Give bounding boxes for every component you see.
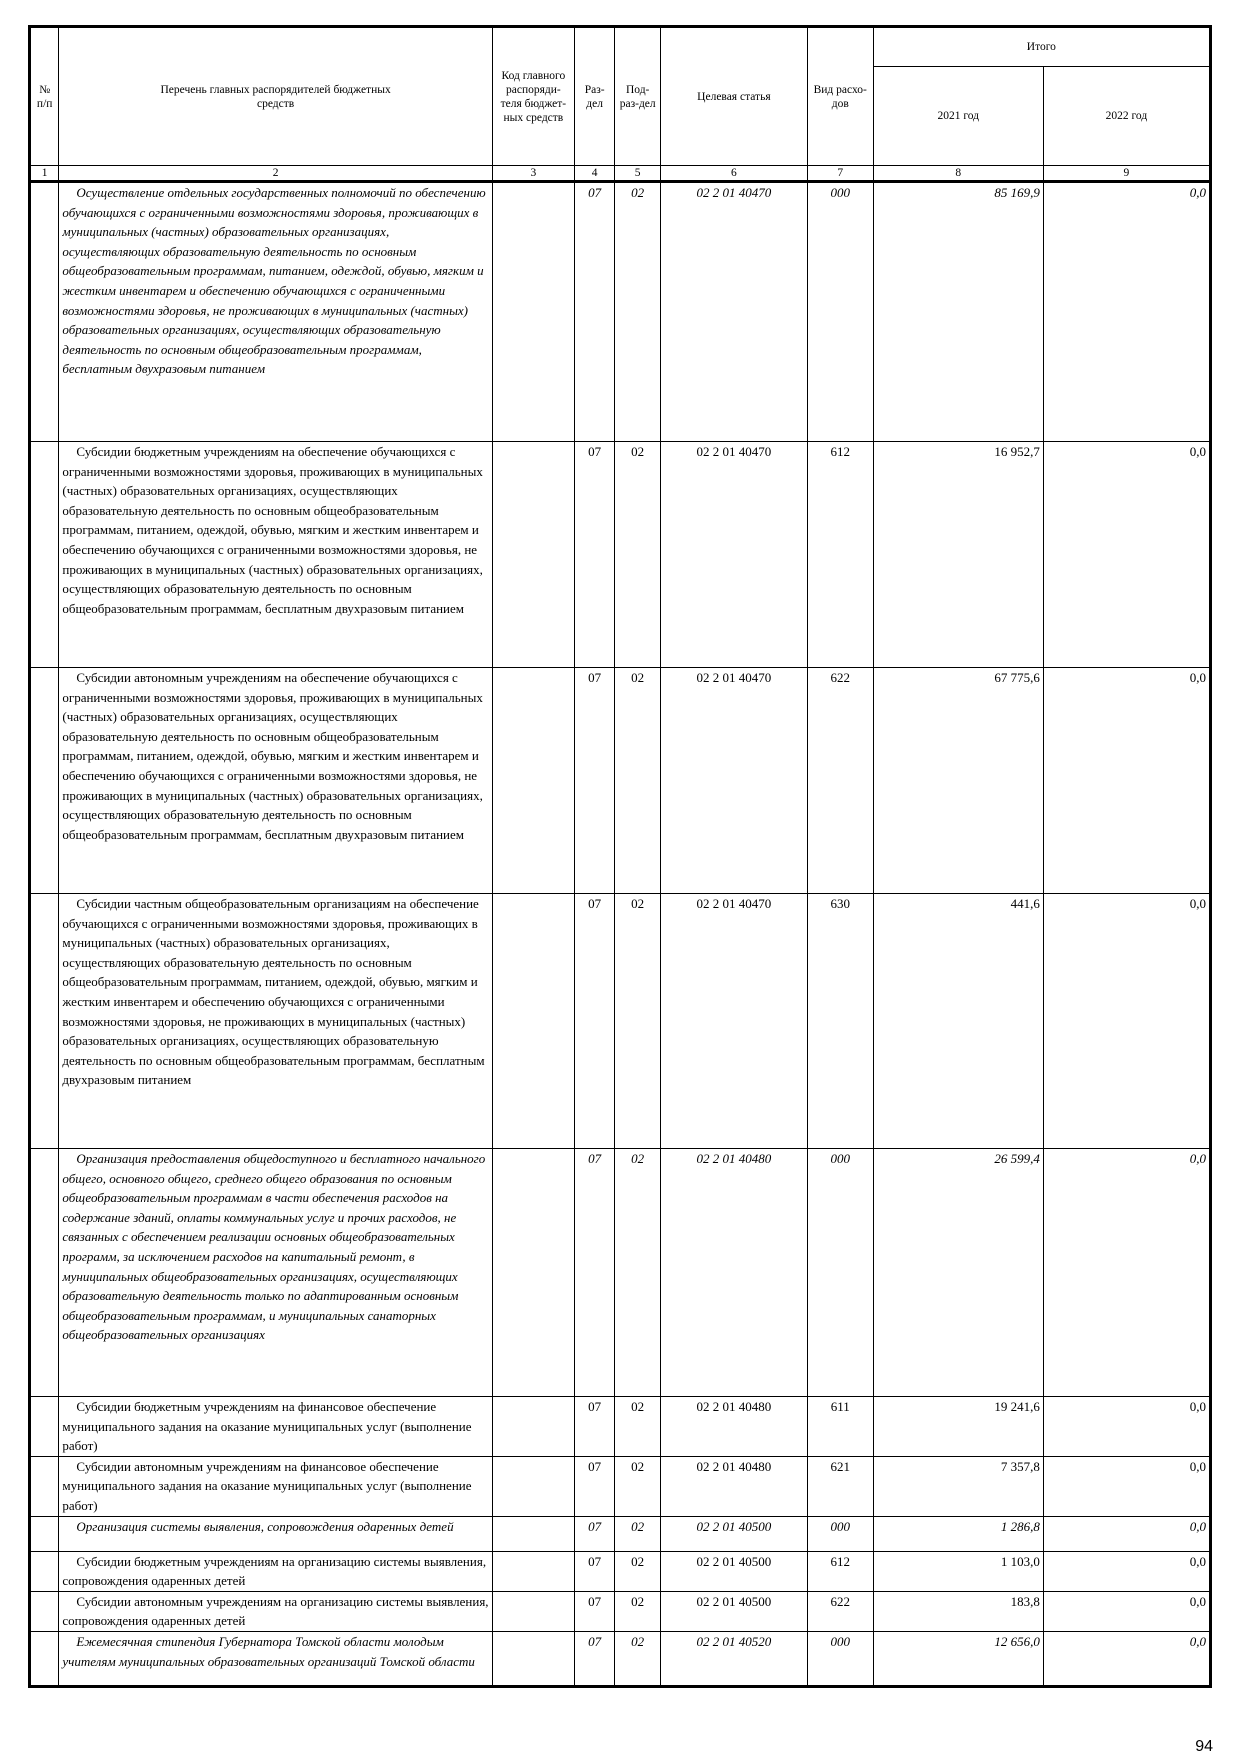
column-number: 5	[615, 166, 661, 182]
column-number: 3	[492, 166, 574, 182]
row-2021-cell: 183,8	[873, 1591, 1043, 1631]
column-number: 7	[807, 166, 873, 182]
column-number: 9	[1043, 166, 1210, 182]
row-2022-cell: 0,0	[1043, 1591, 1210, 1631]
row-podrazdel-cell: 02	[615, 1591, 661, 1631]
row-name-cell: Субсидии бюджетным учреждениям на организацию системы выявления, сопровождения одаренных детей	[59, 1551, 493, 1591]
row-target-cell: 02 2 01 40470	[660, 668, 807, 894]
row-vid-cell: 612	[807, 1551, 873, 1591]
row-vid-cell: 000	[807, 1631, 873, 1686]
row-2022-cell: 0,0	[1043, 1516, 1210, 1551]
row-code-cell	[492, 1591, 574, 1631]
header-code: Код главного распоряди-теля бюджет-ных средств	[492, 27, 574, 166]
row-2021-cell: 26 599,4	[873, 1149, 1043, 1397]
row-razdel-cell: 07	[574, 1397, 615, 1457]
column-number: 2	[59, 166, 493, 182]
row-number-cell	[30, 1516, 59, 1551]
table-row-section	[30, 1516, 1211, 1551]
row-code-cell	[492, 1551, 574, 1591]
header-target: Целевая статья	[660, 27, 807, 166]
row-2021-cell: 19 241,6	[873, 1397, 1043, 1457]
row-vid-cell: 630	[807, 894, 873, 1149]
row-number-cell	[30, 1149, 59, 1397]
column-number: 1	[30, 166, 59, 182]
row-2022-cell: 0,0	[1043, 668, 1210, 894]
row-name-cell: Субсидии автономным учреждениям на обеспечение обучающихся с ограниченными возможностями здоровья, проживающих в муниципальных (частных) образовательных организациях, осуществляющих образовательную деятельность по основным общеобразовательным программам, питанием, одеждой, обувью, мягким и жестким инвентарем и обеспечению обучающихся с ограниченными возможностями здоровья, не проживающих в муниципальных (частных) образовательных организациях, осуществляющих образовательную деятельность по основным общеобразовательным программам, бесплатным двухразовым питанием	[59, 668, 493, 894]
row-2022-cell: 0,0	[1043, 1397, 1210, 1457]
row-name-cell: Осуществление отдельных государственных полномочий по обеспечению обучающихся с ограниченными возможностями здоровья, проживающих в муниципальных (частных) образовательных организациях, осуществляющих образовательную деятельность по основным общеобразовательным программам, питанием, одеждой, обувью, мягким и жестким инвентарем и обеспечению обучающихся с ограниченными возможностями здоровья, не проживающих в муниципальных (частных) образовательных организациях, осуществляющих образовательную деятельность по основным общеобразовательным программам, бесплатным двухразовым питанием	[59, 182, 493, 442]
row-vid-cell: 000	[807, 1149, 873, 1397]
row-number-cell	[30, 1551, 59, 1591]
row-code-cell	[492, 1149, 574, 1397]
row-razdel-cell: 07	[574, 1516, 615, 1551]
page-number: 94	[1195, 1738, 1213, 1755]
row-code-cell	[492, 442, 574, 668]
table-row	[30, 668, 1211, 894]
budget-table	[28, 25, 1212, 1688]
table-body	[30, 182, 1211, 1687]
header-2021: 2021 год	[873, 67, 1043, 166]
row-target-cell: 02 2 01 40470	[660, 442, 807, 668]
table-row	[30, 442, 1211, 668]
row-number-cell	[30, 442, 59, 668]
row-2022-cell: 0,0	[1043, 1551, 1210, 1591]
row-2022-cell: 0,0	[1043, 182, 1210, 442]
row-razdel-cell: 07	[574, 894, 615, 1149]
table-row	[30, 894, 1211, 1149]
row-target-cell: 02 2 01 40520	[660, 1631, 807, 1686]
row-name-cell: Субсидии бюджетным учреждениям на обеспечение обучающихся с ограниченными возможностями здоровья, проживающих в муниципальных (частных) образовательных организациях, осуществляющих образовательную деятельность по основным общеобразовательным программам, питанием, одеждой, обувью, мягким и жестким инвентарем и обеспечению обучающихся с ограниченными возможностями здоровья, не проживающих в муниципальных (частных) образовательных организациях, осуществляющих образовательную деятельность по основным общеобразовательным программам, бесплатным двухразовым питанием	[59, 442, 493, 668]
row-2022-cell: 0,0	[1043, 1631, 1210, 1686]
row-name-cell: Субсидии автономным учреждениям на финансовое обеспечение муниципального задания на оказание муниципальных услуг (выполнение работ)	[59, 1456, 493, 1516]
table-row-section	[30, 182, 1211, 442]
header-name: Перечень главных распорядителей бюджетных средств	[59, 27, 493, 166]
row-target-cell: 02 2 01 40470	[660, 894, 807, 1149]
row-razdel-cell: 07	[574, 1591, 615, 1631]
row-podrazdel-cell: 02	[615, 1551, 661, 1591]
row-name-cell: Организация системы выявления, сопровождения одаренных детей	[59, 1516, 493, 1551]
row-podrazdel-cell: 02	[615, 1631, 661, 1686]
row-2022-cell: 0,0	[1043, 1149, 1210, 1397]
row-podrazdel-cell: 02	[615, 442, 661, 668]
row-code-cell	[492, 1456, 574, 1516]
row-2021-cell: 1 103,0	[873, 1551, 1043, 1591]
row-2021-cell: 441,6	[873, 894, 1043, 1149]
row-podrazdel-cell: 02	[615, 1397, 661, 1457]
row-target-cell: 02 2 01 40480	[660, 1397, 807, 1457]
table-row-section	[30, 1149, 1211, 1397]
row-number-cell	[30, 1456, 59, 1516]
header-razdel: Раз-дел	[574, 27, 615, 166]
row-razdel-cell: 07	[574, 1149, 615, 1397]
row-2022-cell: 0,0	[1043, 442, 1210, 668]
row-target-cell: 02 2 01 40500	[660, 1551, 807, 1591]
row-2022-cell: 0,0	[1043, 894, 1210, 1149]
column-number: 6	[660, 166, 807, 182]
row-number-cell	[30, 894, 59, 1149]
row-target-cell: 02 2 01 40500	[660, 1591, 807, 1631]
row-razdel-cell: 07	[574, 1456, 615, 1516]
row-number-cell	[30, 1631, 59, 1686]
row-vid-cell: 622	[807, 1591, 873, 1631]
row-vid-cell: 621	[807, 1456, 873, 1516]
row-podrazdel-cell: 02	[615, 668, 661, 894]
table-row-section	[30, 1631, 1211, 1686]
column-number: 4	[574, 166, 615, 182]
row-code-cell	[492, 668, 574, 894]
row-target-cell: 02 2 01 40480	[660, 1456, 807, 1516]
table-row	[30, 1591, 1211, 1631]
row-podrazdel-cell: 02	[615, 1456, 661, 1516]
row-code-cell	[492, 1516, 574, 1551]
header-total: Итого	[873, 27, 1210, 67]
row-code-cell	[492, 182, 574, 442]
column-number: 8	[873, 166, 1043, 182]
row-2021-cell: 16 952,7	[873, 442, 1043, 668]
row-2021-cell: 12 656,0	[873, 1631, 1043, 1686]
row-razdel-cell: 07	[574, 182, 615, 442]
row-vid-cell: 612	[807, 442, 873, 668]
row-vid-cell: 611	[807, 1397, 873, 1457]
row-2021-cell: 7 357,8	[873, 1456, 1043, 1516]
header-num: № п/п	[30, 27, 59, 166]
row-vid-cell: 000	[807, 1516, 873, 1551]
row-podrazdel-cell: 02	[615, 1516, 661, 1551]
row-vid-cell: 000	[807, 182, 873, 442]
row-2021-cell: 1 286,8	[873, 1516, 1043, 1551]
row-target-cell: 02 2 01 40480	[660, 1149, 807, 1397]
row-number-cell	[30, 1591, 59, 1631]
row-name-cell: Субсидии бюджетным учреждениям на финансовое обеспечение муниципального задания на оказание муниципальных услуг (выполнение работ)	[59, 1397, 493, 1457]
header-vid: Вид расхо-дов	[807, 27, 873, 166]
row-code-cell	[492, 1397, 574, 1457]
row-target-cell: 02 2 01 40500	[660, 1516, 807, 1551]
row-target-cell: 02 2 01 40470	[660, 182, 807, 442]
row-2021-cell: 67 775,6	[873, 668, 1043, 894]
row-code-cell	[492, 894, 574, 1149]
row-razdel-cell: 07	[574, 442, 615, 668]
header-2022: 2022 год	[1043, 67, 1210, 166]
row-name-cell: Ежемесячная стипендия Губернатора Томской области молодым учителям муниципальных образовательных организаций Томской области	[59, 1631, 493, 1686]
row-2021-cell: 85 169,9	[873, 182, 1043, 442]
row-podrazdel-cell: 02	[615, 1149, 661, 1397]
column-numbers-row	[30, 166, 1211, 182]
table-row	[30, 1551, 1211, 1591]
row-number-cell	[30, 182, 59, 442]
table-row	[30, 1456, 1211, 1516]
row-razdel-cell: 07	[574, 1551, 615, 1591]
header-podrazdel: Под-раз-дел	[615, 27, 661, 166]
row-code-cell	[492, 1631, 574, 1686]
row-podrazdel-cell: 02	[615, 894, 661, 1149]
row-name-cell: Организация предоставления общедоступного и бесплатного начального общего, основного общего, среднего общего образования по основным общеобразовательным программам в части обеспечения расходов на содержание зданий, оплаты коммунальных услуг и прочих расходов, не связанных с обеспечением реализации основных общеобразовательных программ, за исключением расходов на капитальный ремонт, в муниципальных общеобразовательных организациях, осуществляющих образовательную деятельность только по адаптированным основным общеобразовательным программам, и муниципальных санаторных общеобразовательных организациях	[59, 1149, 493, 1397]
row-name-cell: Субсидии частным общеобразовательным организациям на обеспечение обучающихся с ограниченными возможностями здоровья, проживающих в муниципальных (частных) образовательных организациях, осуществляющих образовательную деятельность по основным общеобразовательным программам, питанием, одеждой, обувью, мягким и жестким инвентарем и обеспечению обучающихся с ограниченными возможностями здоровья, не проживающих в муниципальных (частных) образовательных организациях, осуществляющих образовательную деятельность по основным общеобразовательным программам, бесплатным двухразовым питанием	[59, 894, 493, 1149]
row-razdel-cell: 07	[574, 668, 615, 894]
row-number-cell	[30, 668, 59, 894]
row-2022-cell: 0,0	[1043, 1456, 1210, 1516]
row-name-cell: Субсидии автономным учреждениям на организацию системы выявления, сопровождения одаренных детей	[59, 1591, 493, 1631]
row-vid-cell: 622	[807, 668, 873, 894]
row-razdel-cell: 07	[574, 1631, 615, 1686]
row-podrazdel-cell: 02	[615, 182, 661, 442]
table-header	[30, 27, 1211, 182]
table-row	[30, 1397, 1211, 1457]
row-number-cell	[30, 1397, 59, 1457]
